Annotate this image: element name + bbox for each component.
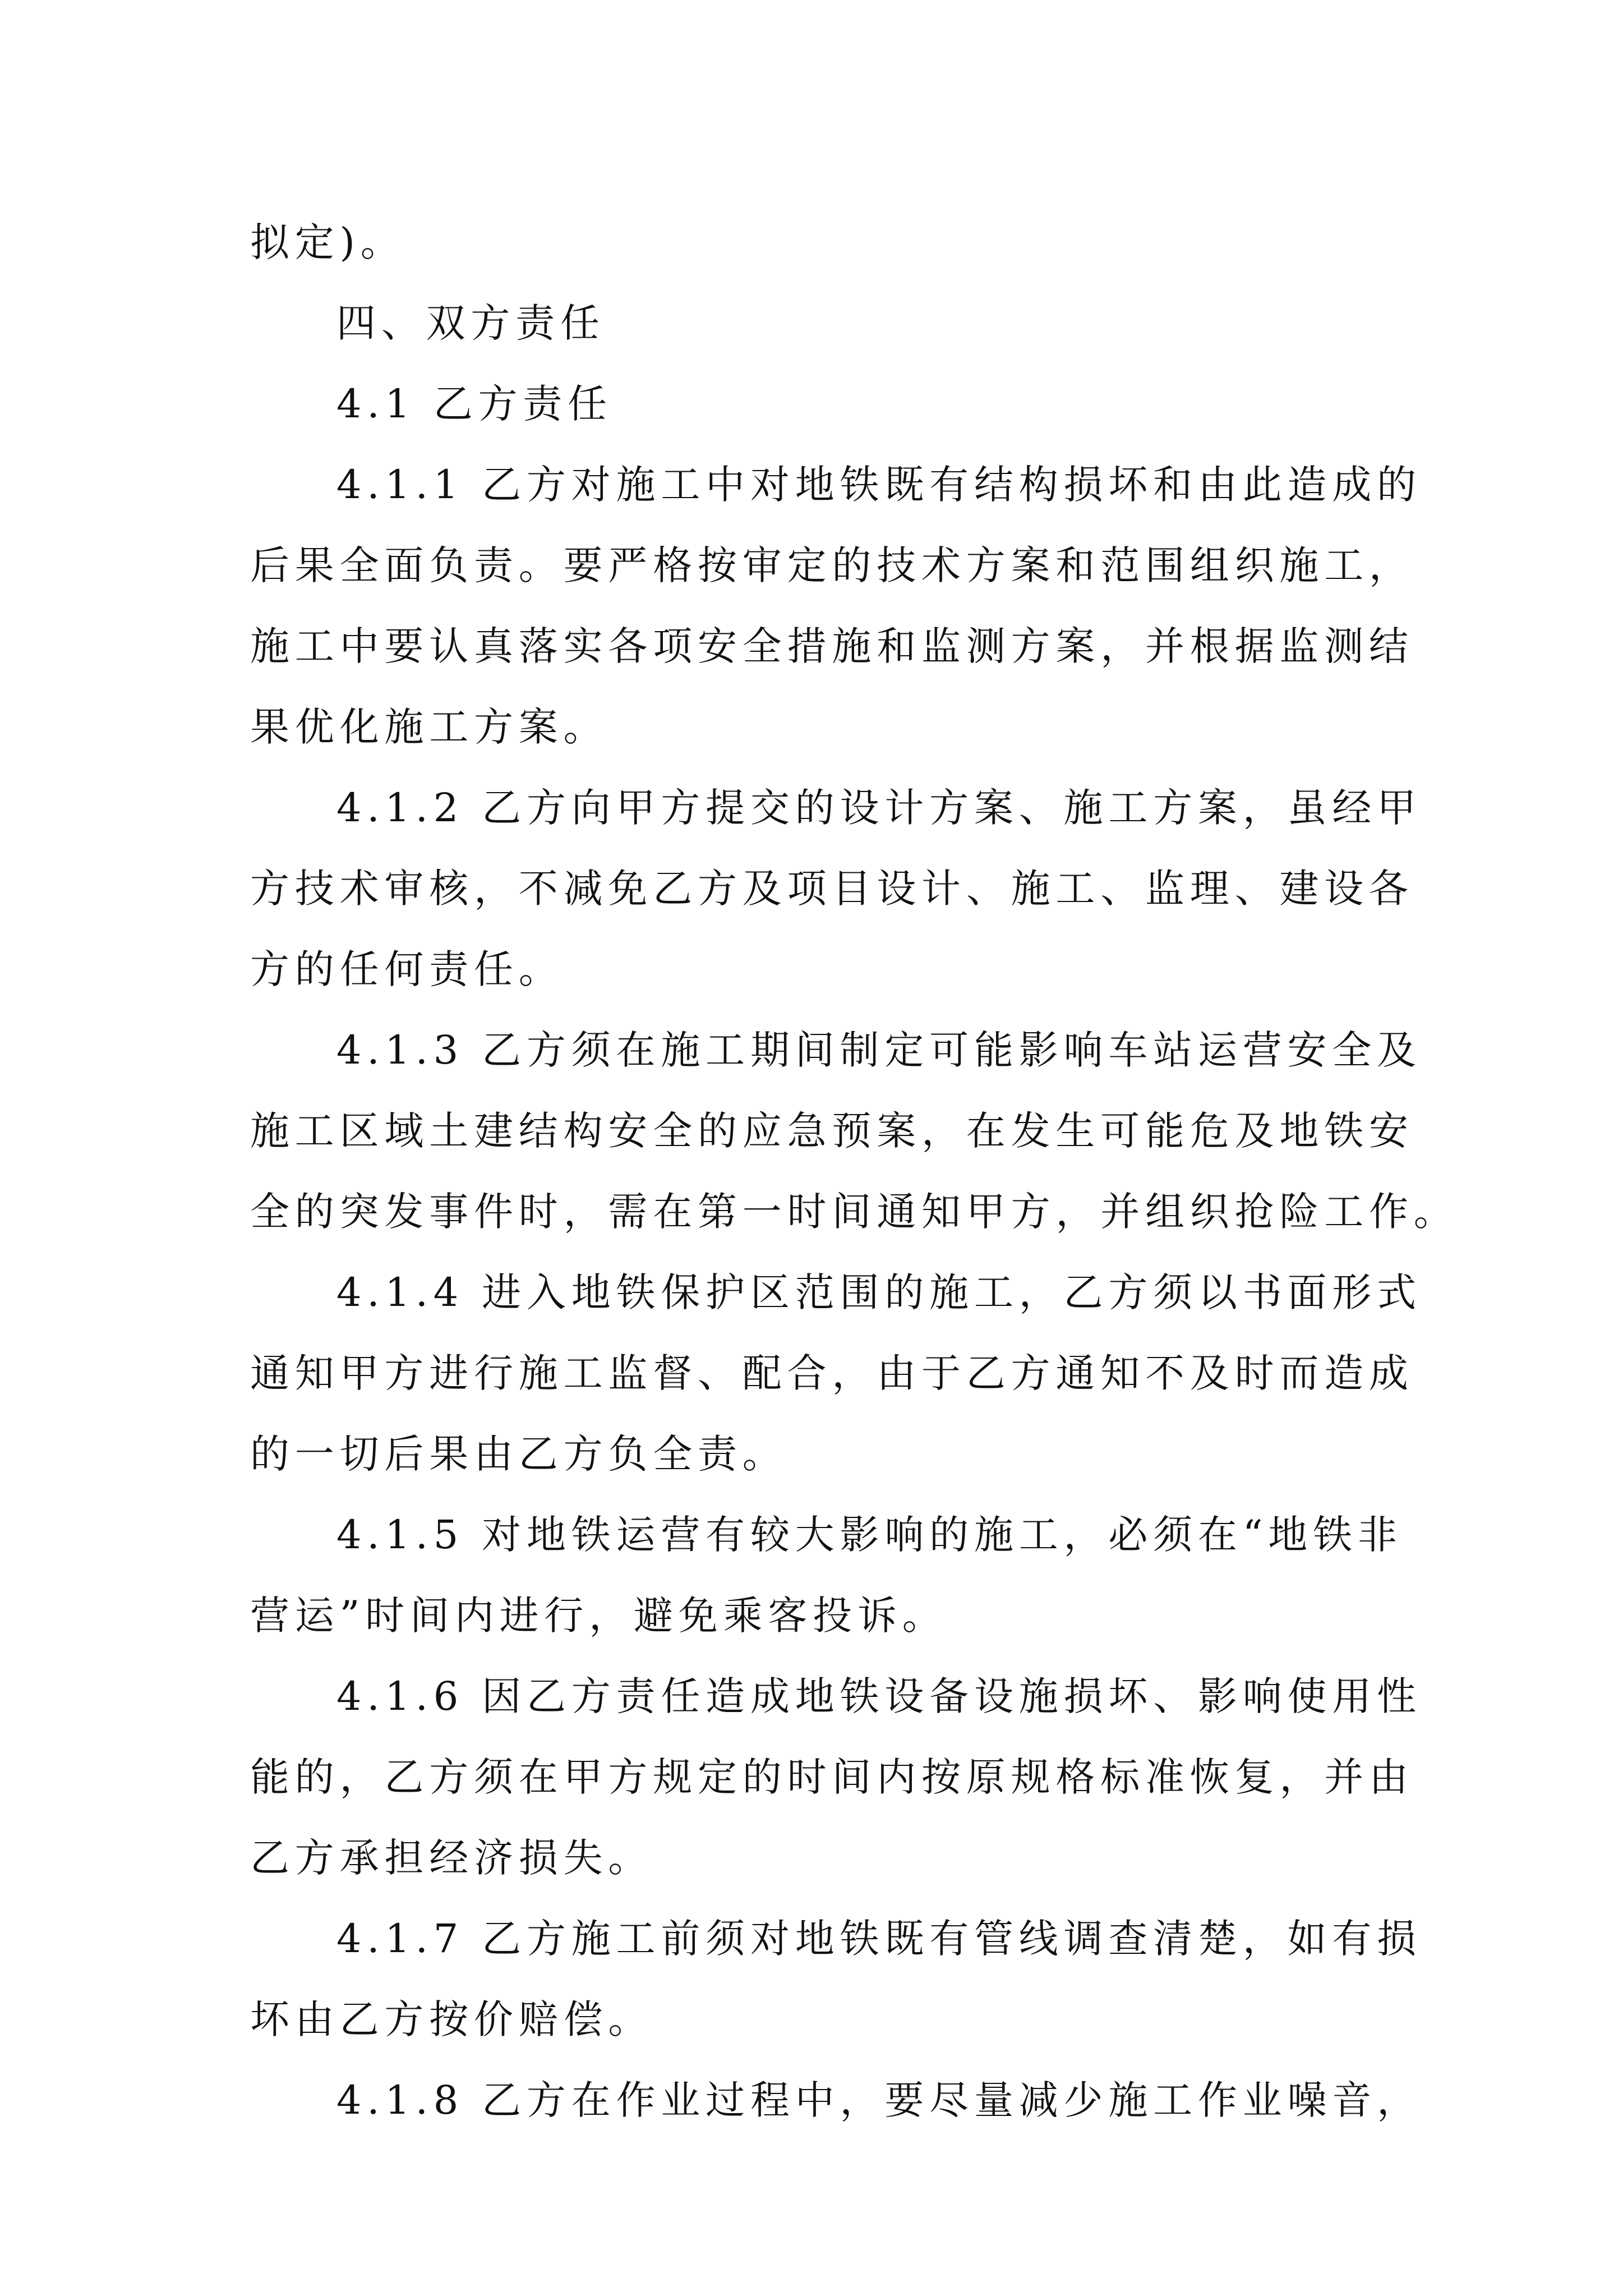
section-heading: 四、双方责任 <box>336 300 605 346</box>
clause-4-1-4-line: 通知甲方进行施工监督、配合，由于乙方通知不及时而造成 <box>250 1350 1414 1396</box>
text-line: 拟定)。 <box>250 219 405 265</box>
subsection-heading: 4.1 乙方责任 <box>336 381 612 427</box>
clause-4-1-1-line: 后果全面负责。要严格按审定的技术方案和范围组织施工， <box>250 542 1414 588</box>
clause-4-1-3-line: 全的突发事件时，需在第一时间通知甲方，并组织抢险工作。 <box>250 1189 1459 1235</box>
clause-4-1-2-line: 方的任何责任。 <box>250 946 564 992</box>
clause-4-1-5-line: 营运”时间内进行，避免乘客投诉。 <box>250 1593 947 1639</box>
clause-4-1-1-line: 4.1.1 乙方对施工中对地铁既有结构损坏和由此造成的 <box>336 462 1422 508</box>
clause-4-1-1-line: 果优化施工方案。 <box>250 704 608 750</box>
clause-4-1-2-line: 4.1.2 乙方向甲方提交的设计方案、施工方案，虽经甲 <box>336 785 1422 831</box>
document-body <box>250 202 1459 2141</box>
clause-4-1-6-line: 能的，乙方须在甲方规定的时间内按原规格标准恢复，并由 <box>250 1754 1414 1800</box>
clause-4-1-4-line: 的一切后果由乙方负全责。 <box>250 1431 787 1477</box>
clause-4-1-8-line: 4.1.8 乙方在作业过程中，要尽量减少施工作业噪音， <box>336 2077 1422 2123</box>
clause-4-1-3-line: 4.1.3 乙方须在施工期间制定可能影响车站运营安全及 <box>336 1027 1422 1073</box>
clause-4-1-7-line: 4.1.7 乙方施工前须对地铁既有管线调查清楚，如有损 <box>336 1916 1422 1962</box>
clause-4-1-3-line: 施工区域土建结构安全的应急预案，在发生可能危及地铁安 <box>250 1108 1414 1154</box>
clause-4-1-4-line: 4.1.4 进入地铁保护区范围的施工，乙方须以书面形式 <box>336 1269 1422 1315</box>
clause-4-1-5-line: 4.1.5 对地铁运营有较大影响的施工，必须在“地铁非 <box>336 1512 1403 1558</box>
clause-4-1-1-line: 施工中要认真落实各项安全措施和监测方案，并根据监测结 <box>250 623 1414 669</box>
clause-4-1-7-line: 坏由乙方按价赔偿。 <box>250 1996 653 2042</box>
clause-4-1-6-line: 4.1.6 因乙方责任造成地铁设备设施损坏、影响使用性 <box>336 1673 1422 1719</box>
clause-4-1-2-line: 方技术审核，不减免乙方及项目设计、施工、监理、建设各 <box>250 866 1414 912</box>
clause-4-1-6-line: 乙方承担经济损失。 <box>250 1835 653 1881</box>
